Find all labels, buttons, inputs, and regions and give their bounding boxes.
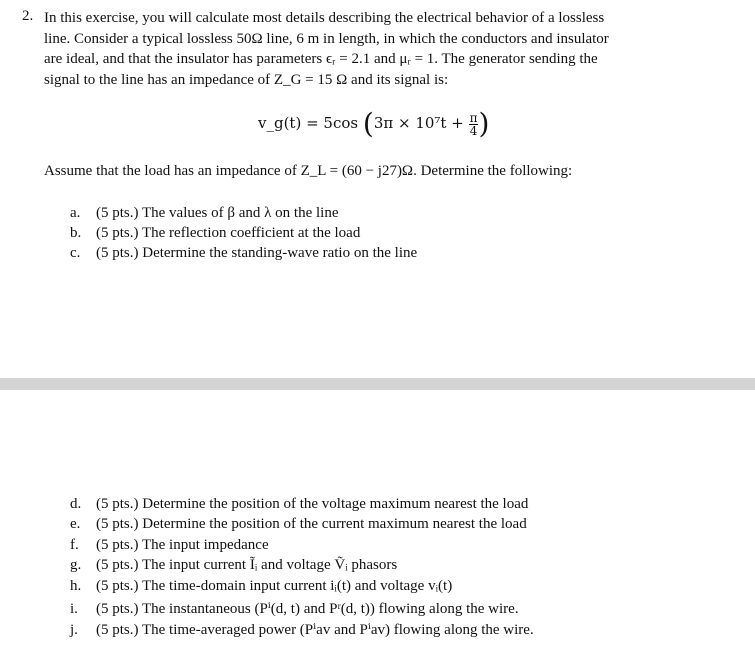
load-assumption: Assume that the load has an impedance of Z_L = (60 − j27)Ω. Determine the following:: [44, 163, 573, 179]
item-text: (5 pts.) The instantaneous (Pⁱ(d, t) and Pʳ(d, t)) flowing along the wire.: [96, 601, 519, 617]
list-item: [70, 205, 339, 222]
item-text: (5 pts.) Determine the position of the current maximum nearest the load: [96, 516, 527, 532]
list-item: [70, 516, 527, 533]
item-text: (5 pts.) The values of β and λ on the line: [96, 205, 339, 221]
list-item: [70, 245, 417, 262]
item-label: f.: [70, 537, 79, 553]
item-text: (5 pts.) The time-domain input current iᵢ(t) and voltage vᵢ(t): [96, 578, 453, 594]
intro-line-2: line. Consider a typical lossless 50Ω line, 6 m in length, in which the conductors and insulator: [44, 30, 609, 47]
item-text: (5 pts.) Determine the standing-wave ratio on the line: [96, 245, 418, 261]
question-number: 2.: [22, 8, 34, 24]
intro-line-3: are ideal, and that the insulator has parameters ϵᵣ = 2.1 and μᵣ = 1. The generator sending the: [44, 51, 598, 67]
intro-paragraph: [44, 8, 684, 90]
intro-line-1: In this exercise, you will calculate most details describing the electrical behavior of a lossless: [44, 10, 605, 26]
list-item: [70, 578, 452, 595]
item-label: d.: [70, 496, 82, 512]
list-item: [70, 537, 269, 554]
list-item: [70, 599, 519, 618]
item-label: h.: [70, 578, 82, 594]
equation-open-paren: (: [362, 107, 374, 140]
list-item: [70, 557, 397, 574]
item-text: (5 pts.) The reflection coefficient at the load: [96, 225, 361, 241]
item-label: b.: [70, 225, 82, 241]
item-label: i.: [70, 601, 78, 617]
item-text: (5 pts.) The input impedance: [96, 537, 269, 553]
item-label: e.: [70, 516, 81, 532]
intro-line-4: signal to the line has an impedance of Z_G = 15 Ω and its signal is:: [44, 71, 449, 88]
item-label: j.: [70, 622, 78, 638]
list-item: [70, 496, 528, 513]
item-label: a.: [70, 205, 81, 221]
item-text: (5 pts.) The time-averaged power (Pⁱav and Pⁱav) flowing along the wire.: [96, 622, 534, 638]
equation-body: 3π × 10⁷t +: [373, 114, 464, 132]
fraction-numerator: π: [469, 110, 478, 125]
equation-close-paren: ): [478, 107, 490, 140]
generator-signal-equation: [258, 107, 489, 140]
item-text: (5 pts.) The input current Ĩᵢ and voltage Ṽᵢ phasors: [96, 557, 398, 573]
equation-fraction: [469, 112, 479, 137]
list-item: [70, 225, 360, 242]
item-text: (5 pts.) Determine the position of the voltage maximum nearest the load: [96, 496, 529, 512]
item-label: g.: [70, 557, 82, 573]
item-label: c.: [70, 245, 81, 261]
list-item: [70, 620, 534, 639]
fraction-denominator: 4: [469, 123, 478, 138]
page-separator: [0, 378, 755, 390]
equation-lhs: v_g(t) = 5cos: [258, 114, 359, 132]
page-bottom: [0, 390, 755, 655]
